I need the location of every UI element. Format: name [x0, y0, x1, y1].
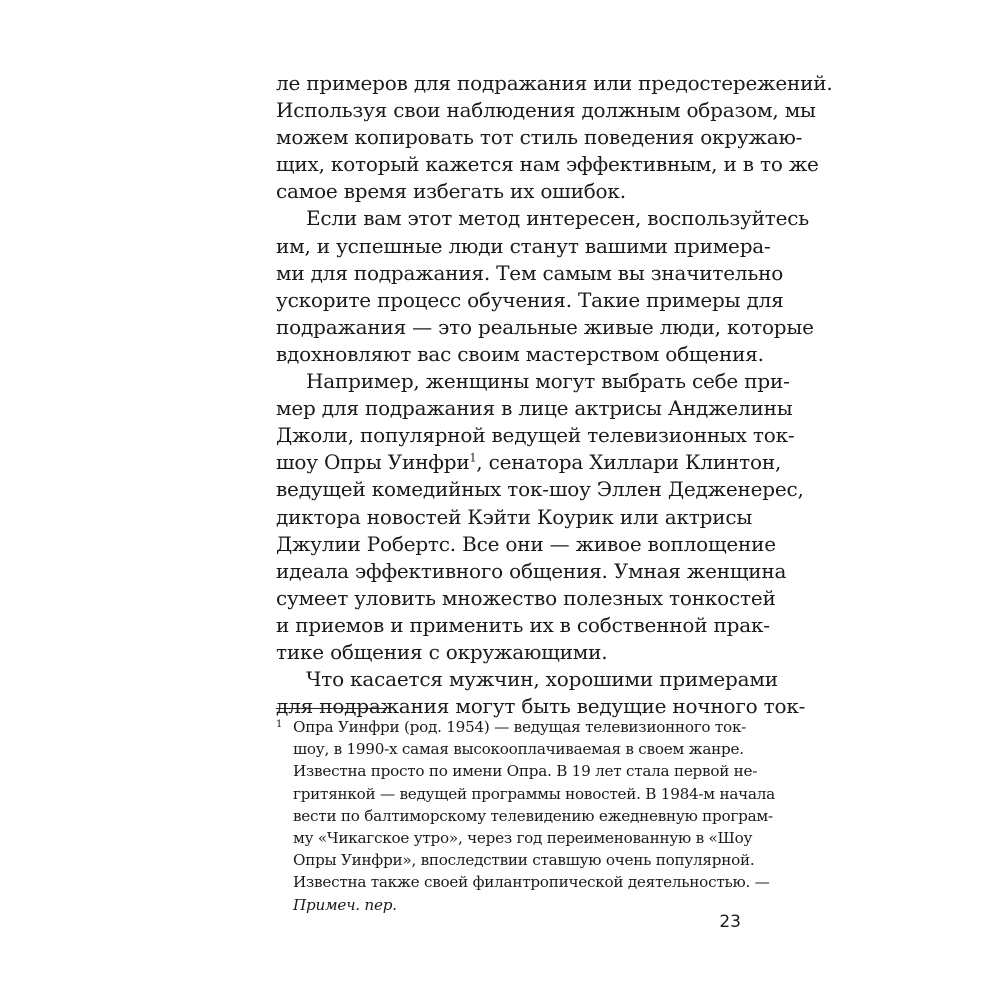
- paragraph-start-line: Что касается мужчин, хорошими примерами: [306, 667, 778, 692]
- text-line: диктора новостей Кэйти Коурик или актрисы: [276, 504, 753, 529]
- text-line: ускорите процесс обучения. Такие примеры для: [276, 287, 784, 312]
- text-line: ведущей комедийных ток-шоу Эллен Дедженерес,: [276, 477, 804, 502]
- text-line: самое время избегать их ошибок.: [276, 179, 626, 204]
- text-line: можем копировать тот стиль поведения окружаю-: [276, 125, 803, 150]
- footnote-reference[interactable]: 1: [469, 451, 477, 465]
- text-line: Используя свои наблюдения должным образом, мы: [276, 98, 816, 123]
- footnote-line: му «Чикагское утро», через год переименованную в «Шоу: [293, 828, 753, 847]
- footnote-line: Опры Уинфри», впоследствии ставшую очень популярной.: [293, 851, 755, 870]
- footnote-line: [276, 716, 747, 738]
- footnote-line: Известна просто по имени Опра. В 19 лет стала первой не-: [293, 762, 758, 781]
- text-line: идеала эффективного общения. Умная женщина: [276, 558, 787, 583]
- footnote-line: [276, 894, 741, 916]
- text-fragment: шоу Опры Уинфри: [276, 450, 470, 475]
- text-line: тике общения с окружающими.: [276, 639, 608, 664]
- text-fragment: , сенатора Хиллари Клинтон,: [476, 450, 782, 475]
- footnote-line: гритянкой — ведущей программы новостей. В 1984-м начала: [293, 784, 775, 803]
- text-line-with-footnote: [276, 449, 782, 476]
- page-number: 23: [719, 912, 741, 932]
- paragraph-start-line: Например, женщины могут выбрать себе при-: [306, 369, 790, 394]
- text-line: мер для подражания в лице актрисы Анджелины: [276, 396, 793, 421]
- text-line: подражания — это реальные живые люди, которые: [276, 314, 814, 339]
- translator-note: Примеч. пер.: [293, 895, 397, 914]
- footnote: [276, 716, 775, 916]
- text-line: ле примеров для подражания или предостережений.: [276, 71, 833, 95]
- text-line: для подражания могут быть ведущие ночного ток-: [276, 694, 806, 719]
- text-line: Джулии Робертс. Все они — живое воплощение: [276, 531, 776, 556]
- paragraph-start-line: Если вам этот метод интересен, воспользуйтесь: [306, 206, 809, 231]
- footnote-line: вести по балтиморскому телевидению ежедневную програм-: [293, 806, 773, 825]
- text-line: им, и успешные люди станут вашими примера-: [276, 233, 771, 258]
- text-line: и приемов и применить их в собственной прак-: [276, 612, 770, 637]
- text-line: щих, который кажется нам эффективным, и в то же: [276, 152, 819, 177]
- footnote-marker: 1: [276, 719, 283, 730]
- footnote-line: Известна также своей филантропической деятельностью. —: [293, 873, 770, 892]
- body-text: [276, 70, 833, 720]
- footnote-text: Опра Уинфри (род. 1954) — ведущая телевизионного ток-: [293, 718, 747, 736]
- book-page: [276, 70, 833, 940]
- footnote-divider: [276, 708, 386, 709]
- text-line: Джоли, популярной ведущей телевизионных ток-: [276, 423, 795, 448]
- text-line: вдохновляют вас своим мастерством общения.: [276, 341, 764, 366]
- text-line: ми для подражания. Тем самым вы значительно: [276, 260, 784, 285]
- footnote-line: шоу, в 1990-х самая высокооплачиваемая в своем жанре.: [293, 740, 744, 759]
- text-line: сумеет уловить множество полезных тонкостей: [276, 585, 776, 610]
